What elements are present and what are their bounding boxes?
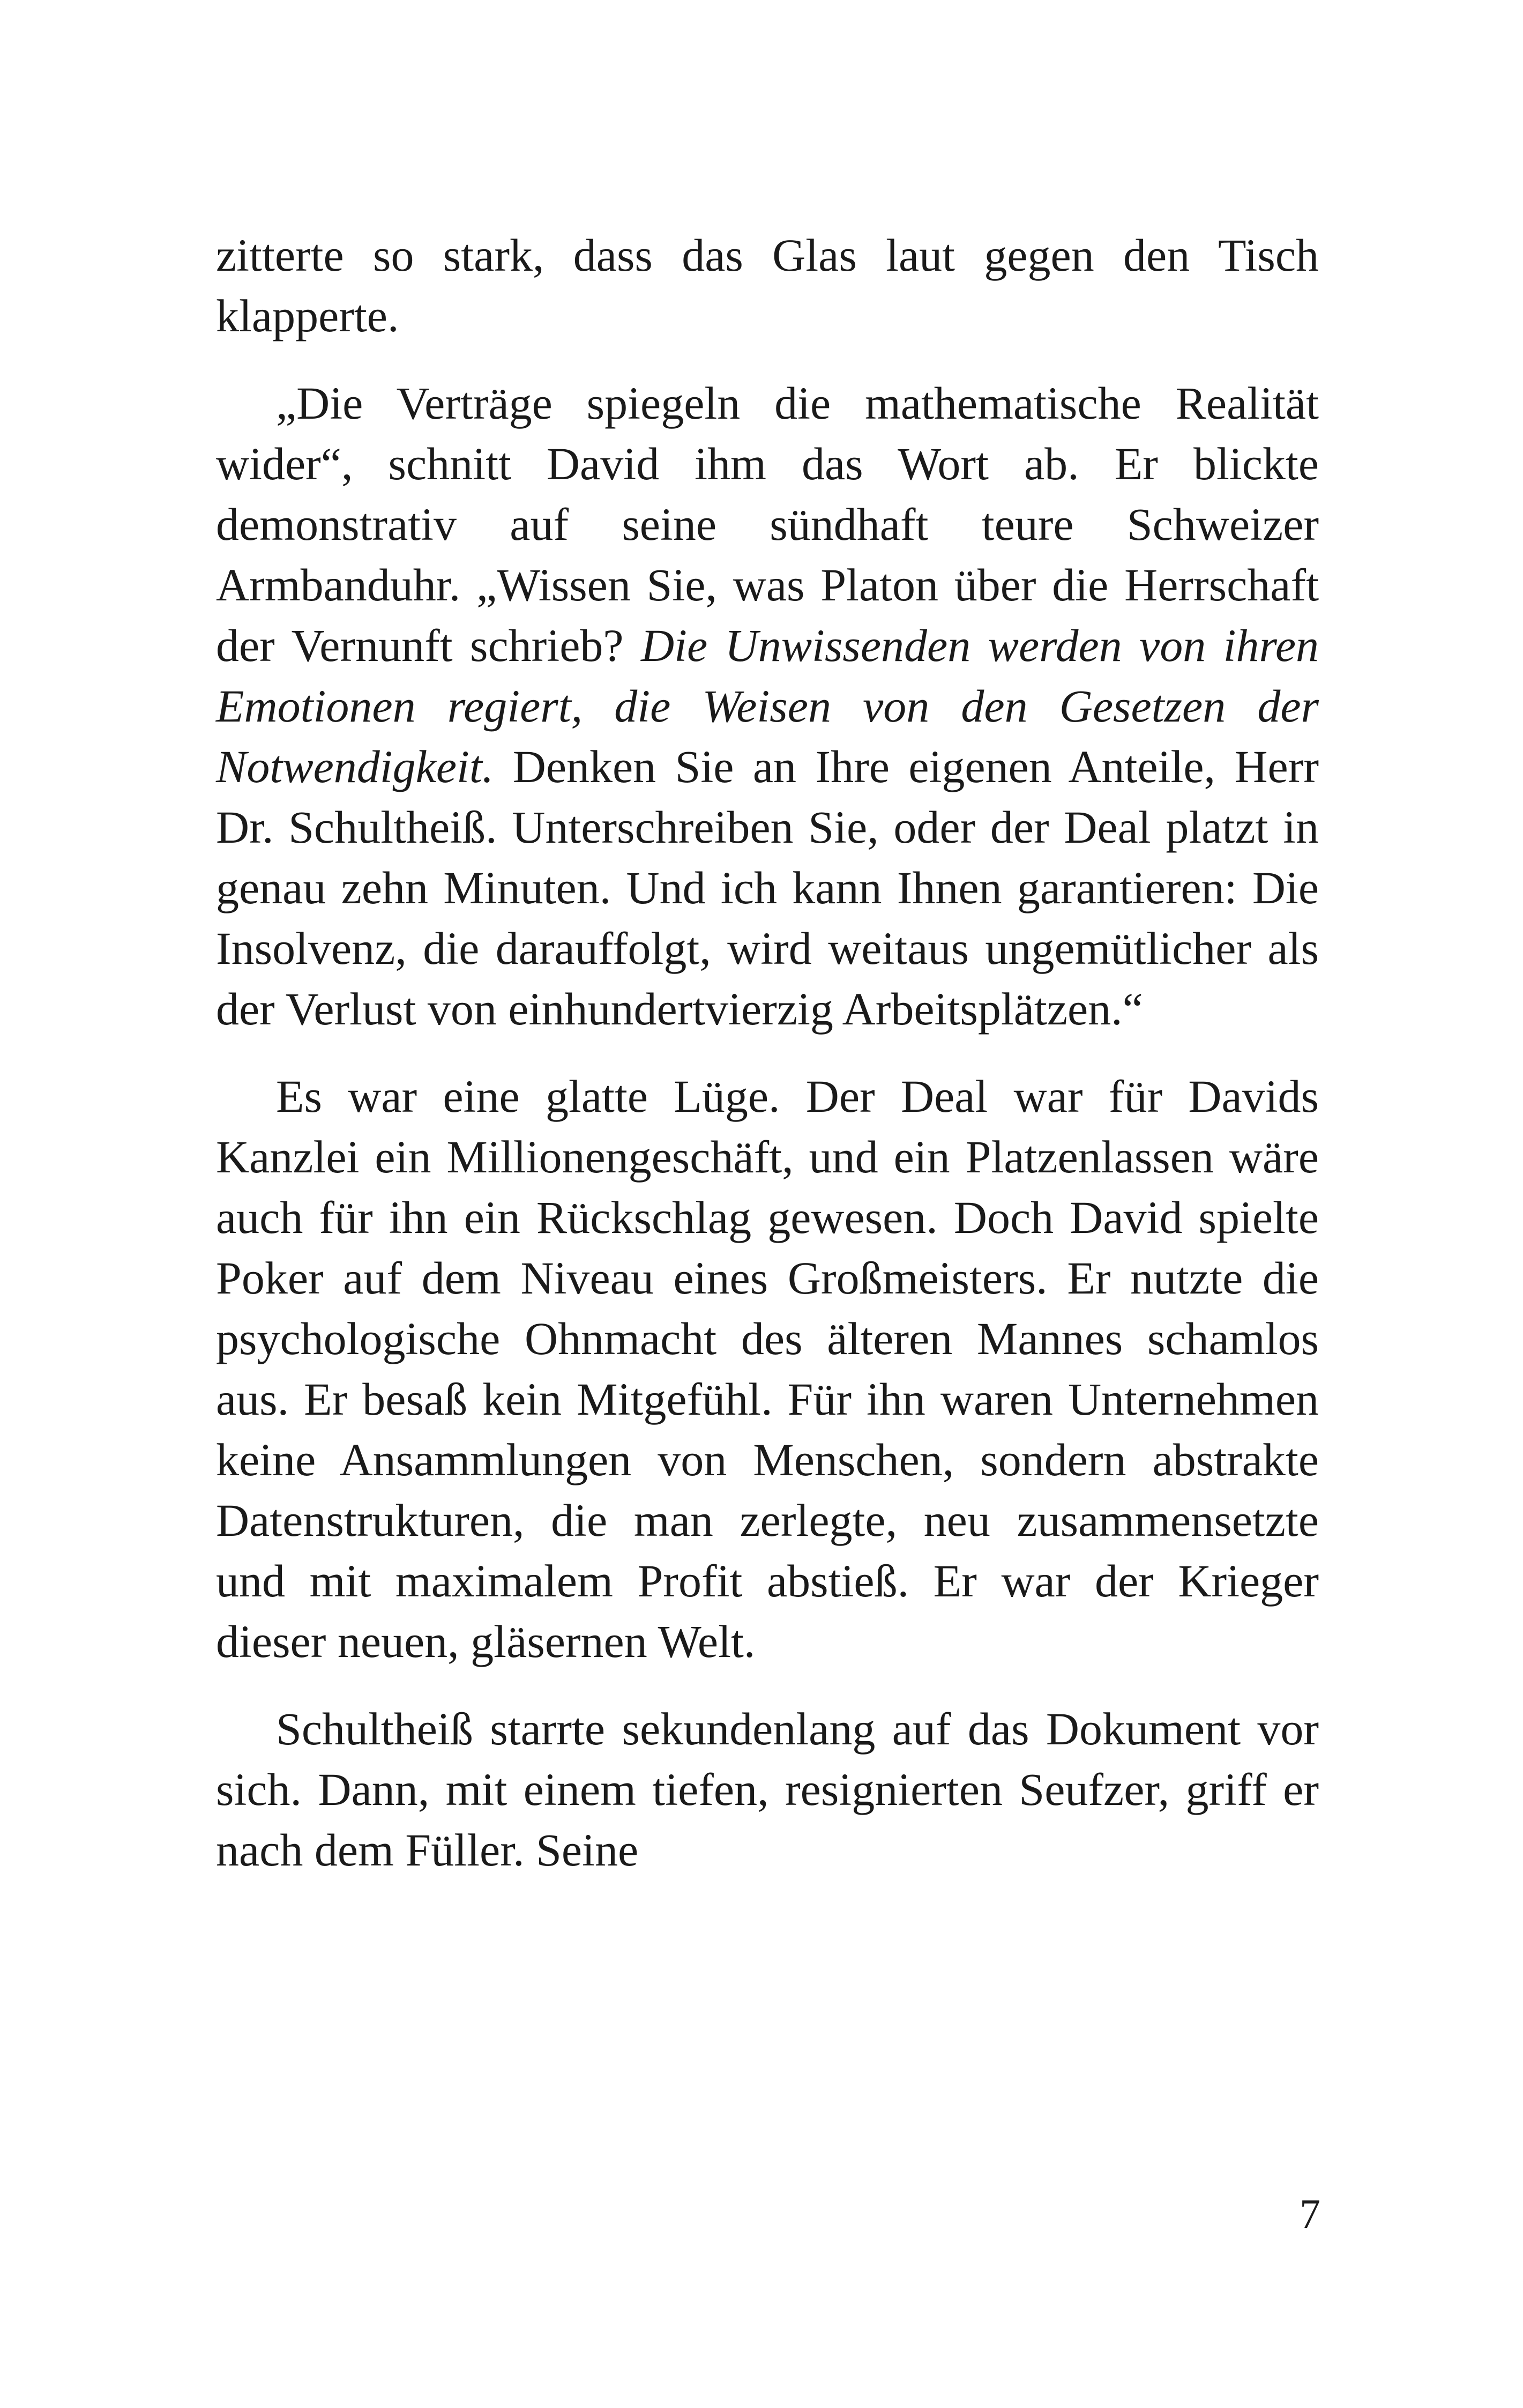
text-segment: zitterte so stark, dass das Glas laut gegen den Tisch klapperte.: [216, 229, 1319, 341]
body-text: [216, 225, 1319, 1881]
paragraph: [216, 1699, 1319, 1881]
text-segment: Denken Sie an Ihre eigenen Anteile, Herr Dr. Schultheiß. Unterschreiben Sie, oder der Deal platzt in genau zehn Minuten. Und ich kann Ihnen garantieren: Die Insolvenz, die darauffolgt, wird weitaus ungemütlicher als der Verlust von einhundertvierzig Arbeitsplätzen.“: [216, 741, 1319, 1035]
text-segment: „Die Verträge spiegeln die mathematische Realität wider“, schnitt David ihm das Wort ab. Er blickte demonstrativ auf seine sündhaft teure Schweizer Armbanduhr. „Wissen Sie, was Platon über die Herrschaft der Vernunft schrieb?: [216, 377, 1319, 671]
text-segment: Schultheiß starrte sekundenlang auf das Dokument vor sich. Dann, mit einem tiefen, resignierten Seufzer, griff er nach dem Füller. Seine: [216, 1703, 1319, 1876]
italic-quote: Die Unwissenden werden von ihren Emotionen regiert, die Weisen von den Gesetzen der Notwendigkeit.: [216, 620, 1319, 792]
paragraph: [216, 225, 1319, 346]
page-number: 7: [1300, 2190, 1320, 2237]
paragraph: [216, 1066, 1319, 1672]
text-segment: Es war eine glatte Lüge. Der Deal war für Davids Kanzlei ein Millionengeschäft, und ein Platzenlassen wäre auch für ihn ein Rückschlag gewesen. Doch David spielte Poker auf dem Niveau eines Großmeisters. Er nutzte die psychologische Ohnmacht des älteren Mannes schamlos aus. Er besaß kein Mitgefühl. Für ihn waren Unternehmen keine Ansammlungen von Menschen, sondern abstrakte Datenstrukturen, die man zerlegte, neu zusammensetzte und mit maximalem Profit abstieß. Er war der Krieger dieser neuen, gläsernen Welt.: [216, 1071, 1319, 1667]
paragraph: [216, 373, 1319, 1039]
